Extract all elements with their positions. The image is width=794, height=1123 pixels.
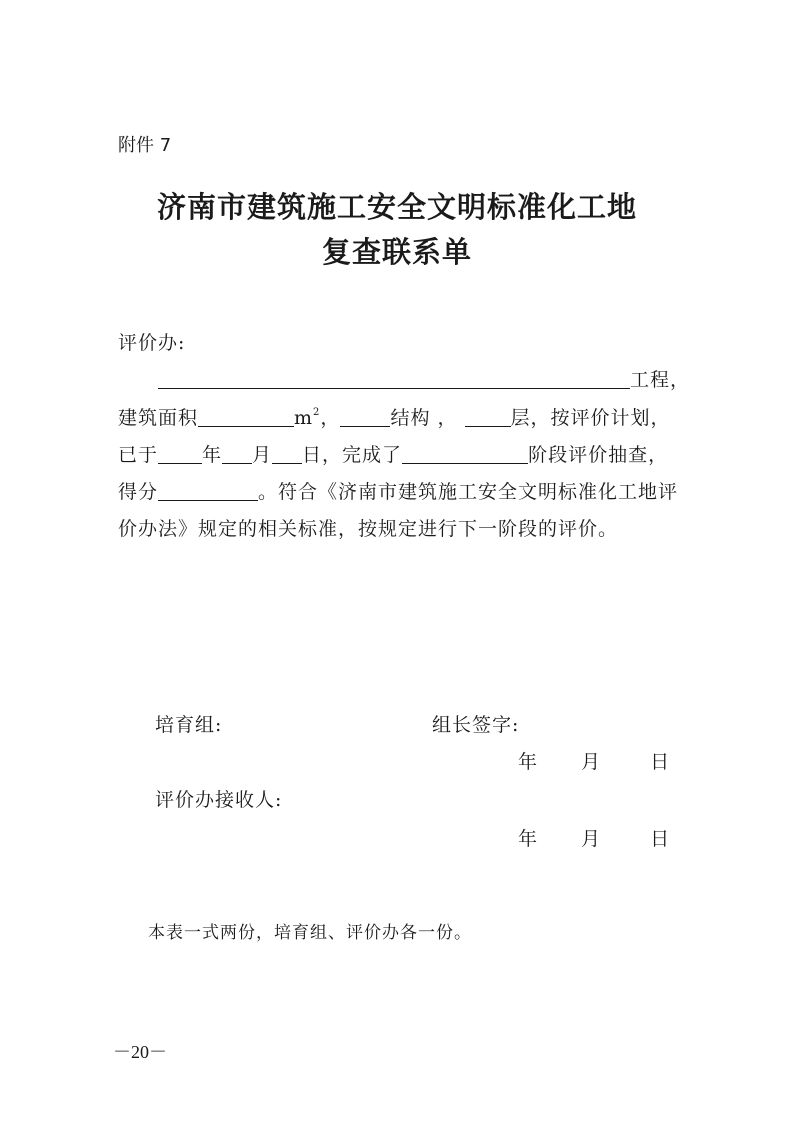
day-blank: [272, 443, 302, 464]
floors-blank: [465, 406, 511, 427]
document-subtitle: 复查联系单: [321, 235, 472, 269]
receiver-date-month: 月: [581, 828, 602, 850]
structure-blank: [340, 406, 390, 427]
leader-date-day: 日: [650, 751, 671, 773]
page-number: －20－: [113, 1042, 167, 1062]
year-label: 年: [202, 444, 223, 466]
receiver-date: [518, 824, 670, 851]
project-name-blank: [158, 368, 630, 389]
month-blank: [222, 443, 252, 464]
structure-label: 结构 ，: [390, 407, 458, 429]
form-line-area: [118, 403, 671, 430]
project-suffix: 工程，: [630, 369, 691, 391]
receiver-date-day: 日: [650, 828, 671, 850]
copies-note: 本表一式两份，培育组、评价办各一份。: [148, 923, 472, 943]
stage-blank: [402, 443, 528, 464]
addressee: 评价办:: [118, 332, 186, 354]
leader-date-year: 年: [518, 751, 539, 773]
year-blank: [158, 443, 202, 464]
area-comma: ，: [320, 407, 341, 429]
stage-label: 阶段评价抽查，: [528, 444, 669, 466]
form-line-conclusion: 价办法》规定的相关标准，按规定进行下一阶段的评价。: [118, 518, 619, 540]
document-title: 济南市建筑施工安全文明标准化工地: [156, 190, 637, 224]
month-label: 月: [252, 444, 273, 466]
date-prefix: 已于: [118, 444, 159, 466]
score-label: 得分: [118, 481, 159, 503]
receiver-label: 评价办接收人:: [155, 789, 283, 811]
leader-signature-label: 组长签字:: [432, 714, 520, 736]
score-blank: [158, 480, 258, 501]
attachment-label: 附件 7: [118, 135, 172, 156]
area-blank: [198, 406, 294, 427]
area-unit-exponent: 2: [313, 407, 321, 418]
receiver-date-year: 年: [518, 828, 539, 850]
leader-date: [518, 747, 670, 774]
group-label: 培育组:: [155, 714, 223, 736]
floors-label: 层，按评价计划，: [510, 407, 671, 429]
form-line-date: [118, 440, 668, 467]
form-line-score: [118, 477, 678, 504]
leader-date-month: 月: [581, 751, 602, 773]
area-label: 建筑面积: [118, 407, 199, 429]
score-text: 。符合《济南市建筑施工安全文明标准化工地评: [258, 481, 679, 503]
day-label: 日，完成了: [302, 444, 403, 466]
form-line-project: [158, 365, 690, 392]
area-unit: m: [294, 407, 314, 429]
